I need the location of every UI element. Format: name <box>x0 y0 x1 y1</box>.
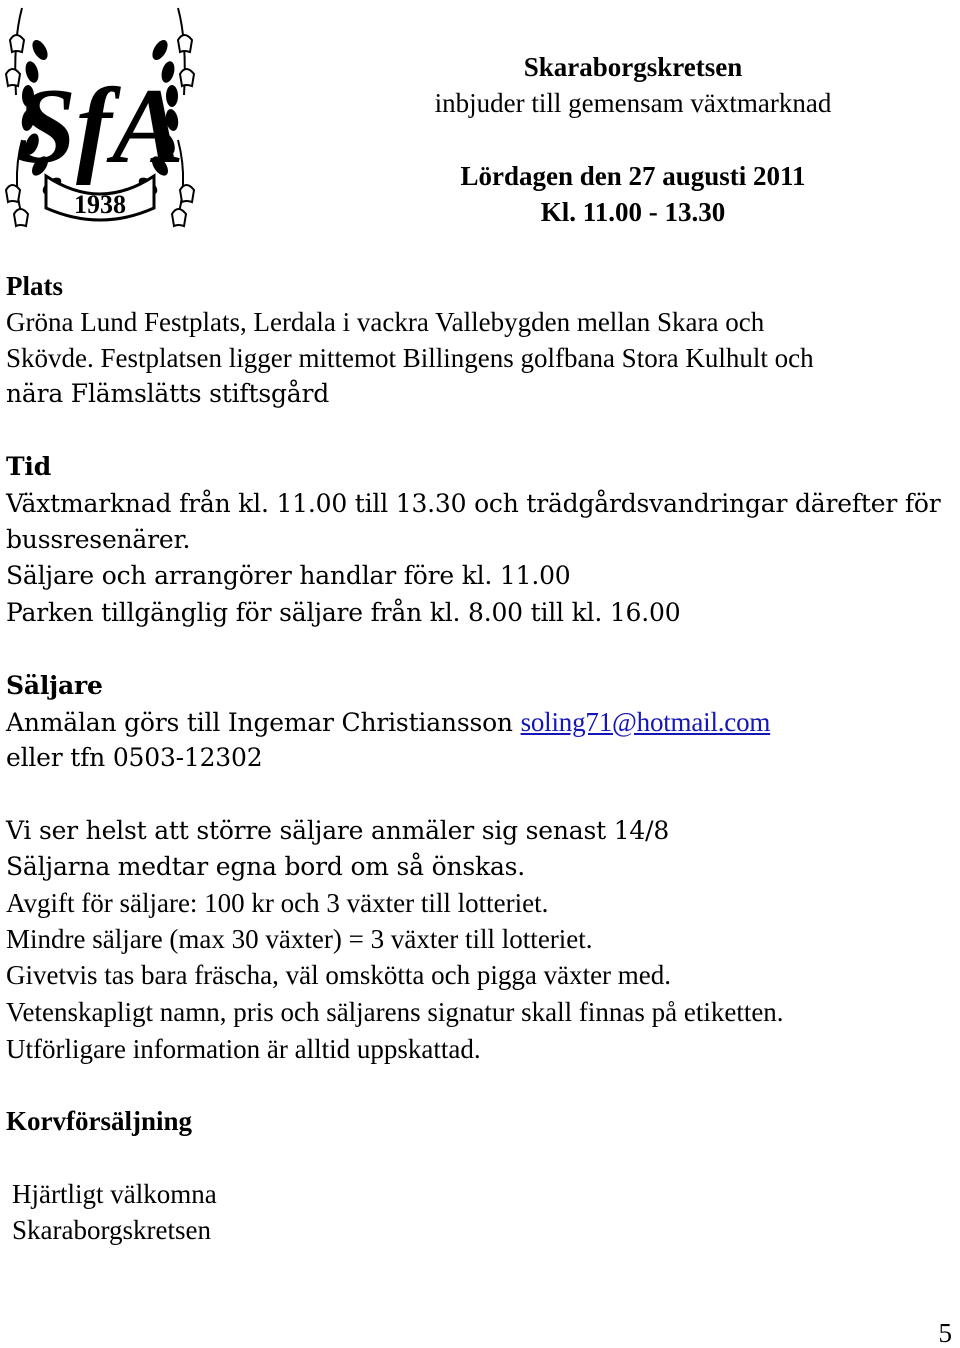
tid-heading: Tid <box>6 452 51 481</box>
page-number: 5 <box>938 1318 952 1348</box>
contact-line <box>6 704 770 741</box>
org-name: Skaraborgskretsen <box>523 52 743 82</box>
info-line: Mindre säljare (max 30 växter) = 3 växter till lotteriet. <box>6 924 593 954</box>
info-line: Säljarna medtar egna bord om så önskas. <box>6 852 526 881</box>
event-date: Lördagen den 27 augusti 2011 <box>460 161 806 191</box>
info-line: Utförligare information är alltid uppskattad. <box>6 1034 481 1064</box>
info-line: Avgift för säljare: 100 kr och 3 växter till lotteriet. <box>6 888 549 918</box>
plats-line: nära Flämslätts stiftsgård <box>6 379 330 408</box>
closing-greeting: Hjärtligt välkomna <box>12 1179 217 1209</box>
plats-heading: Plats <box>6 271 63 301</box>
korv-heading: Korvförsäljning <box>6 1106 192 1136</box>
contact-prefix: Anmälan görs till Ingemar Christiansson <box>6 708 513 737</box>
wreath-emblem-icon <box>2 0 198 232</box>
email-link[interactable]: soling71@hotmail.com <box>520 707 771 737</box>
event-time: Kl. 11.00 - 13.30 <box>540 197 726 227</box>
phone-line: eller tfn 0503-12302 <box>6 743 263 772</box>
invite-text: inbjuder till gemensam växtmarknad <box>434 88 832 118</box>
info-line: Vi ser helst att större säljare anmäler sig senast 14/8 <box>6 816 670 845</box>
plats-line: Gröna Lund Festplats, Lerdala i vackra Vallebygden mellan Skara och <box>6 307 765 337</box>
tid-line: Säljare och arrangörer handlar före kl. 11.00 <box>6 561 571 590</box>
society-logo <box>2 0 198 232</box>
closing-signature: Skaraborgskretsen <box>12 1215 211 1245</box>
svg-text:1938: 1938 <box>74 190 126 219</box>
tid-line: bussresenärer. <box>6 525 191 554</box>
info-line: Vetenskapligt namn, pris och säljarens signatur skall finnas på etiketten. <box>6 997 784 1027</box>
info-line: Givetvis tas bara fräscha, väl omskötta och pigga växter med. <box>6 960 672 990</box>
tid-line: Växtmarknad från kl. 11.00 till 13.30 och trädgårdsvandringar därefter för <box>6 489 941 518</box>
saljare-heading: Säljare <box>6 671 103 700</box>
tid-line: Parken tillgänglig för säljare från kl. 8.00 till kl. 16.00 <box>6 598 681 627</box>
plats-line: Skövde. Festplatsen ligger mittemot Billingens golfbana Stora Kulhult och <box>6 343 814 373</box>
svg-text:SfA: SfA <box>15 67 185 186</box>
